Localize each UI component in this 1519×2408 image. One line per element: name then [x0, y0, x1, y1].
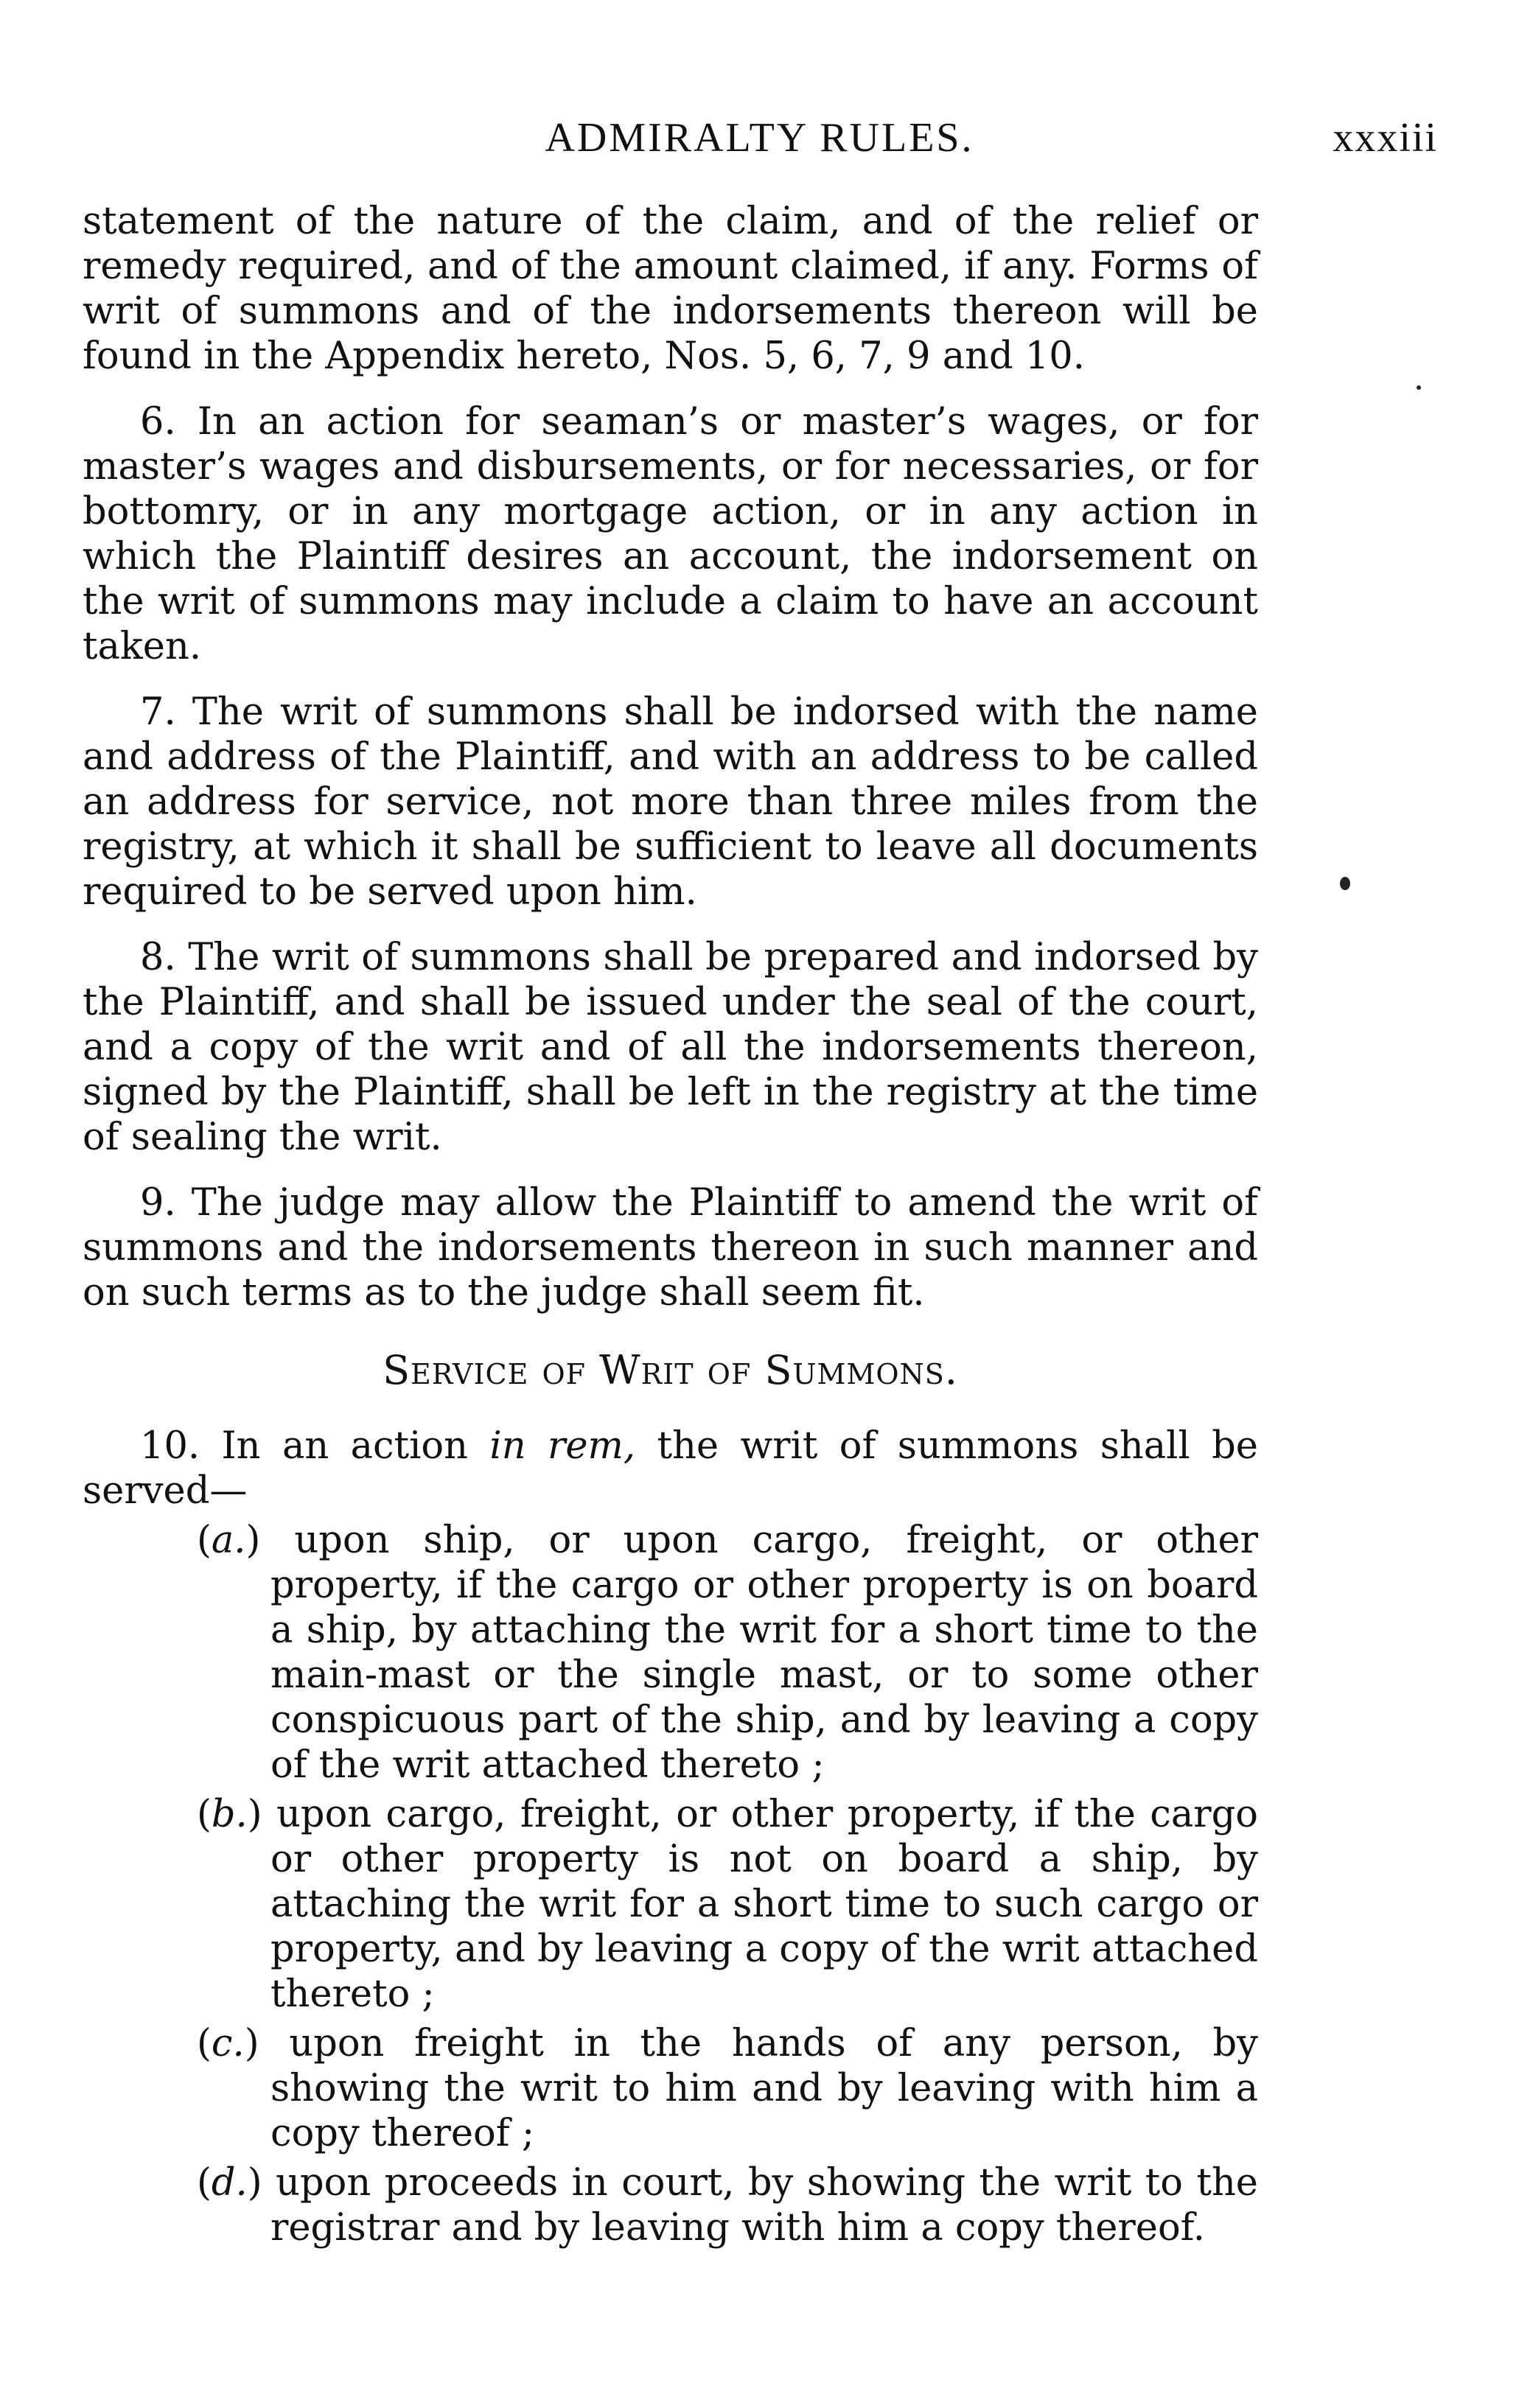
running-header	[0, 114, 1519, 166]
list-item-b: (b.) upon cargo, freight, or other property, if the cargo or other property is not on board a ship, by attaching the writ for a short time to such cargo or property, and by leaving a copy of the writ attached thereto ;	[197, 1793, 1258, 2016]
rule-10-rest: the writ of summons shall be served—	[83, 1424, 1258, 1513]
item-label-d: d.	[211, 2161, 248, 2205]
item-text-c: upon freight in the hands of any person, by showing the writ to him and by leaving with him a copy thereof ;	[270, 2022, 1258, 2155]
rule-10-italic: in rem,	[489, 1424, 636, 1468]
rule-8: 8. The writ of summons shall be prepared and indorsed by the Plaintiff, and shall be issued under the seal of the court, and a copy of the writ and of all the indorsements thereon, signed by the Plaintiff, shall be left in the registry at the time of sealing the writ.	[83, 936, 1258, 1159]
item-label-a: a.	[211, 1519, 246, 1562]
item-label-b: b.	[211, 1793, 248, 1836]
list-item-a: (a.) upon ship, or upon cargo, freight, or other property, if the cargo or other property is on board a ship, by attaching the writ for a short time to the main-mast or the single mast, or to some other conspicuous part of the ship, and by leaving a copy of the writ attached thereto ;	[197, 1519, 1259, 1787]
rule-7: 7. The writ of summons shall be indorsed with the name and address of the Plaintiff, and with an address to be called an address for service, not more than three miles from the registry, at which it shall be sufficient to leave all documents required to be served upon him.	[83, 690, 1258, 914]
item-text-a: upon ship, or upon cargo, freight, or other property, if the cargo or other property is on board a ship, by attaching the writ for a short time to the main-mast or the single mast, or to some other conspicuous part of the ship, and by leaving a copy of the writ attached thereto ;	[270, 1519, 1259, 1787]
rule-6: 6. In an action for seaman’s or master’s wages, or for master’s wages and disbursements, or for necessaries, or for bottomry, or in any mortgage action, or in any action in which the Plaintiff desires an account, the indorsement on the writ of summons may include a claim to have an account taken.	[83, 400, 1258, 668]
ink-speck	[1340, 877, 1350, 890]
item-text-b: upon cargo, freight, or other property, if the cargo or other property is not on board a ship, by attaching the writ for a short time to such cargo or property, and by leaving a copy of the writ attached thereto ;	[270, 1793, 1258, 2016]
item-text-d: upon proceeds in court, by showing the writ to the registrar and by leaving with him a copy thereof.	[270, 2161, 1258, 2250]
item-label-c: c.	[211, 2022, 245, 2065]
rule-10-intro: 10. In an action	[140, 1424, 490, 1468]
rule-10	[83, 1424, 1258, 1513]
list-item-c: (c.) upon freight in the hands of any person, by showing the writ to him and by leaving with him a copy thereof ;	[197, 2022, 1258, 2155]
running-title: ADMIRALTY RULES.	[545, 115, 974, 161]
ink-speck	[1417, 385, 1421, 390]
paragraph-continuation: statement of the nature of the claim, and of the relief or remedy required, and of the amount claimed, if any. Forms of writ of summons and of the indorsements thereon will be found in the Appendix hereto, Nos. 5, 6, 7, 9 and 10.	[83, 200, 1258, 378]
service-list	[83, 1518, 1258, 2250]
body-text	[83, 199, 1258, 2255]
list-item-d: (d.) upon proceeds in court, by showing the writ to the registrar and by leaving with him a copy thereof.	[197, 2161, 1258, 2250]
page-number: xxxiii	[1333, 115, 1438, 161]
rule-9: 9. The judge may allow the Plaintiff to amend the writ of summons and the indorsements thereon in such manner and on such terms as to the judge shall seem fit.	[83, 1181, 1258, 1315]
section-heading: Service of Writ of Summons.	[383, 1347, 958, 1393]
